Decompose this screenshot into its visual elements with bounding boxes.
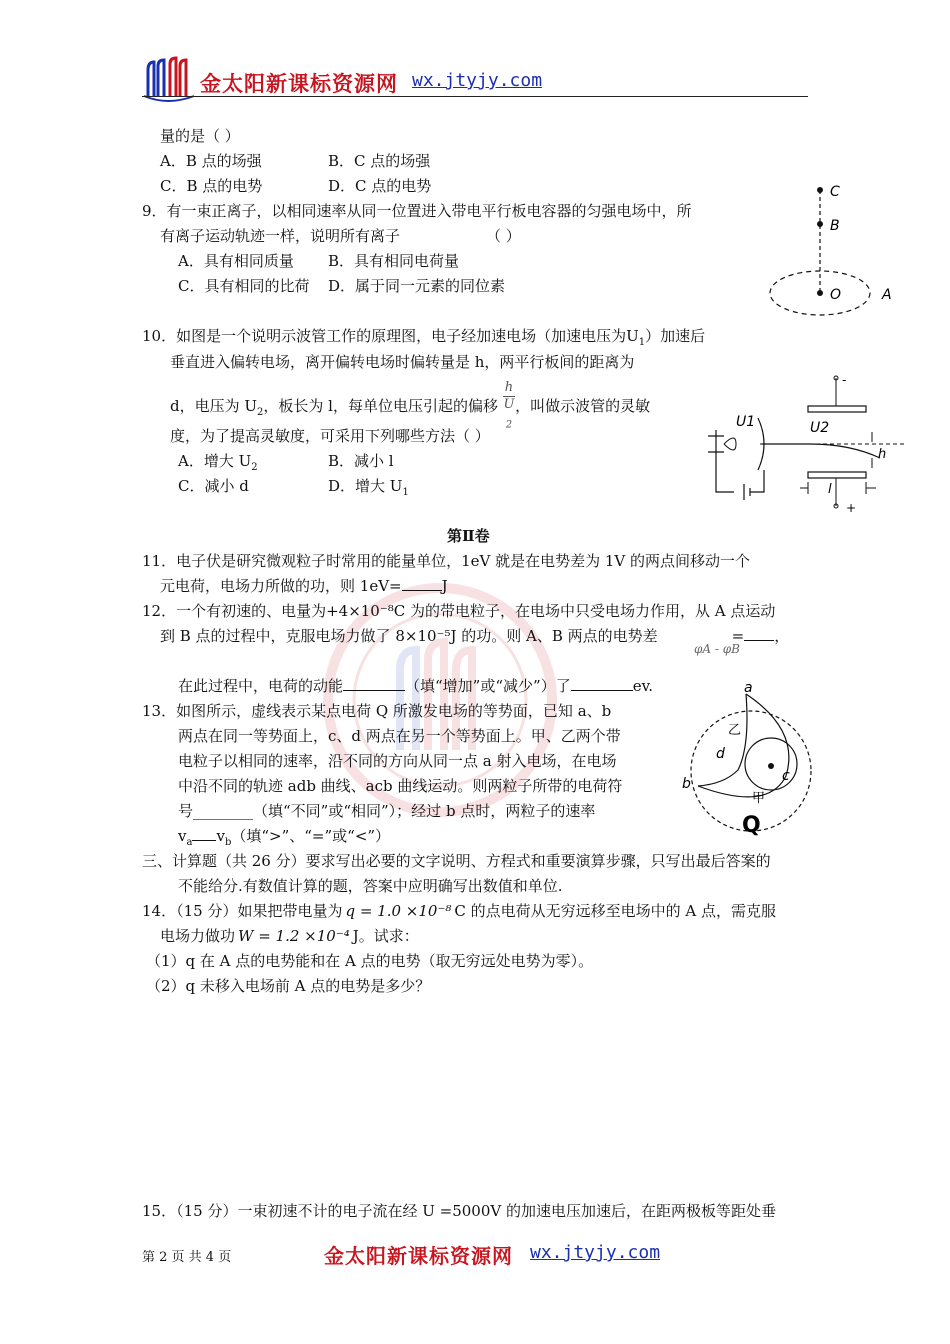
fig1-label-o: O bbox=[830, 287, 842, 303]
q9-line1: 9．有一束正离子，以相同速率从同一位置进入带电平行板电容器的匀强电场中，所 bbox=[142, 202, 692, 220]
fig3-label-q: Q bbox=[742, 813, 761, 838]
fig3-label-jia: 甲 bbox=[752, 791, 766, 806]
section-3-line2: 不能给分.有数值计算的题，答案中应明确写出数值和单位. bbox=[178, 877, 563, 895]
fig3-label-yi: 乙 bbox=[728, 723, 742, 738]
q9-option-b: B．具有相同电荷量 bbox=[328, 252, 460, 270]
q13-line6: $v_a$ $v_b$（填“>”、“=”或“<”） bbox=[178, 827, 391, 848]
q12-energy-amount-blank[interactable] bbox=[571, 676, 633, 691]
brand-logo bbox=[140, 56, 200, 106]
fig2-plus: + bbox=[846, 501, 857, 515]
q14-sub2: （2）q 未移入电场前 A 点的电势是多少？ bbox=[146, 977, 431, 995]
q10-line2: 垂直进入偏转电场，离开偏转电场时偏转量是 h，两平行板间的距离为 bbox=[170, 353, 635, 371]
q14-line1: 14．（15 分）如果把带电量为 q = 1.0 ×10⁻⁸ C 的点电荷从无穷远移至电场中的 A 点，需克服 bbox=[142, 902, 776, 920]
q9-option-d: D．属于同一元素的同位素 bbox=[328, 277, 506, 295]
q10-line4: 度，为了提高灵敏度，可采用下列哪些方法（ ） bbox=[170, 427, 490, 445]
q13-line2: 两点在同一等势面上，c、d 两点在另一个等势面上。甲、乙两个带 bbox=[178, 727, 621, 745]
q14-line2: 电场力做功 W = 1.2 ×10⁻⁴ J。试求： bbox=[160, 927, 419, 945]
q8-option-d: D．C 点的电势 bbox=[328, 177, 432, 195]
footer-page-number: 第 2 页 共 4 页 bbox=[142, 1250, 232, 1265]
q14-work-expression: W = 1.2 ×10⁻⁴ bbox=[238, 927, 350, 945]
q9-option-a: A．具有相同质量 bbox=[178, 252, 294, 270]
header-url[interactable]: wx.jtyjy.com bbox=[412, 70, 543, 91]
fig3-label-d: d bbox=[716, 746, 725, 762]
section-3-line1: 三、计算题（共 26 分）要求写出必要的文字说明、方程式和重要演算步骤，只写出最后答案的 bbox=[142, 852, 771, 870]
fig2-minus: - bbox=[842, 373, 847, 387]
q12-phi-expression: φA - φB bbox=[694, 642, 740, 656]
q12-energy-change-blank[interactable] bbox=[343, 676, 405, 691]
fig2-u1: U1 bbox=[736, 414, 756, 430]
fig2-l: l bbox=[828, 482, 832, 497]
q11-line1: 11．电子伏是研究微观粒子时常用的能量单位，1eV 就是在电势差为 1V 的两点间移动一个 bbox=[142, 552, 751, 570]
fig3-label-b: b bbox=[682, 776, 691, 792]
footer-brand: 金太阳新课标资源网 bbox=[324, 1244, 513, 1268]
q10-line3: d，电压为 $U_2$，板长为 l，每单位电压引起的偏移 h U $_2$ ，叫做示波管的灵敏 bbox=[170, 380, 650, 434]
q10-option-d: D．增大 $U_1$ bbox=[328, 477, 409, 498]
footer-url[interactable]: wx.jtyjy.com bbox=[530, 1242, 661, 1263]
q13-speed-compare-blank[interactable] bbox=[192, 826, 216, 841]
q13-line1: 13．如图所示，虚线表示某点电荷 Q 所激发电场的等势面，已知 a、b bbox=[142, 702, 612, 720]
figure-oscilloscope-tube bbox=[700, 372, 910, 518]
q12-line3: 在此过程中，电荷的动能 （填“增加”或“减少”）了 ev. bbox=[178, 677, 654, 695]
q8-option-c: C．B 点的电势 bbox=[160, 177, 263, 195]
q14-charge-expression: q = 1.0 ×10⁻⁸ bbox=[345, 902, 452, 920]
fig3-label-c: c bbox=[782, 768, 790, 784]
section-2-title: 第Ⅱ卷 bbox=[447, 527, 490, 545]
fig3-label-a: a bbox=[744, 680, 753, 696]
q11-answer-blank[interactable] bbox=[402, 576, 442, 591]
q9-option-c: C．具有相同的比荷 bbox=[178, 277, 310, 295]
q10-option-b: B．减小 l bbox=[328, 452, 394, 470]
q8-stem-tail: 量的是（ ） bbox=[160, 127, 240, 145]
fig2-u2: U2 bbox=[810, 420, 830, 436]
q13-line5: 号________（填“不同”或“相同”）；经过 b 点时，两粒子的速率 bbox=[178, 802, 596, 820]
figure-equipotential-points bbox=[764, 176, 904, 322]
q12-line2: 到 B 点的过程中，克服电场力做了 8×10⁻⁵J 的功。则 A、B 两点的电势差 = ， bbox=[160, 627, 790, 645]
fig1-label-b: B bbox=[830, 218, 840, 234]
q9-line2: 有离子运动轨迹一样，说明所有离子 bbox=[160, 227, 401, 245]
fig1-label-a: A bbox=[882, 287, 892, 303]
q13-line4: 中沿不同的轨迹 adb 曲线、acb 曲线运动。则两粒子所带的电荷符 bbox=[178, 777, 623, 795]
q9-paren: （ ） bbox=[486, 227, 521, 245]
q14-sub1: （1）q 在 A 点的电势能和在 A 点的电势（取无穷远处电势为零）。 bbox=[146, 952, 594, 970]
q13-line3: 电粒子以相同的速率，沿不同的方向从同一点 a 射入电场，在电场 bbox=[178, 752, 617, 770]
q10-option-c: C．减小 d bbox=[178, 477, 249, 495]
sensitivity-fraction: h U $_2$ bbox=[503, 380, 515, 431]
fig2-h: h bbox=[878, 447, 887, 462]
q10-line1: 10．如图是一个说明示波管工作的原理图，电子经加速电场（加速电压为$U_1$）加速后 bbox=[142, 327, 706, 348]
figure-equipotential-circles bbox=[676, 676, 826, 838]
q15-line1: 15．（15 分）一束初速不计的电子流在经 U =5000V 的加速电压加速后，在距两极板等距处垂 bbox=[142, 1202, 776, 1220]
q12-potential-diff-blank[interactable] bbox=[744, 626, 774, 641]
header-rule bbox=[142, 96, 808, 97]
q8-option-a: A．B 点的场强 bbox=[160, 152, 262, 170]
q8-option-b: B．C 点的场强 bbox=[328, 152, 431, 170]
q12-line1: 12．一个有初速的、电量为+4×10⁻⁸C 为的带电粒子，在电场中只受电场力作用，从 A 点运动 bbox=[142, 602, 776, 620]
q10-option-a: A．增大 $U_2$ bbox=[178, 452, 258, 473]
fig1-label-c: C bbox=[830, 184, 840, 200]
header-brand: 金太阳新课标资源网 bbox=[200, 72, 398, 96]
q11-line2: 元电荷，电场力所做的功，则 1eV= J bbox=[160, 577, 448, 595]
